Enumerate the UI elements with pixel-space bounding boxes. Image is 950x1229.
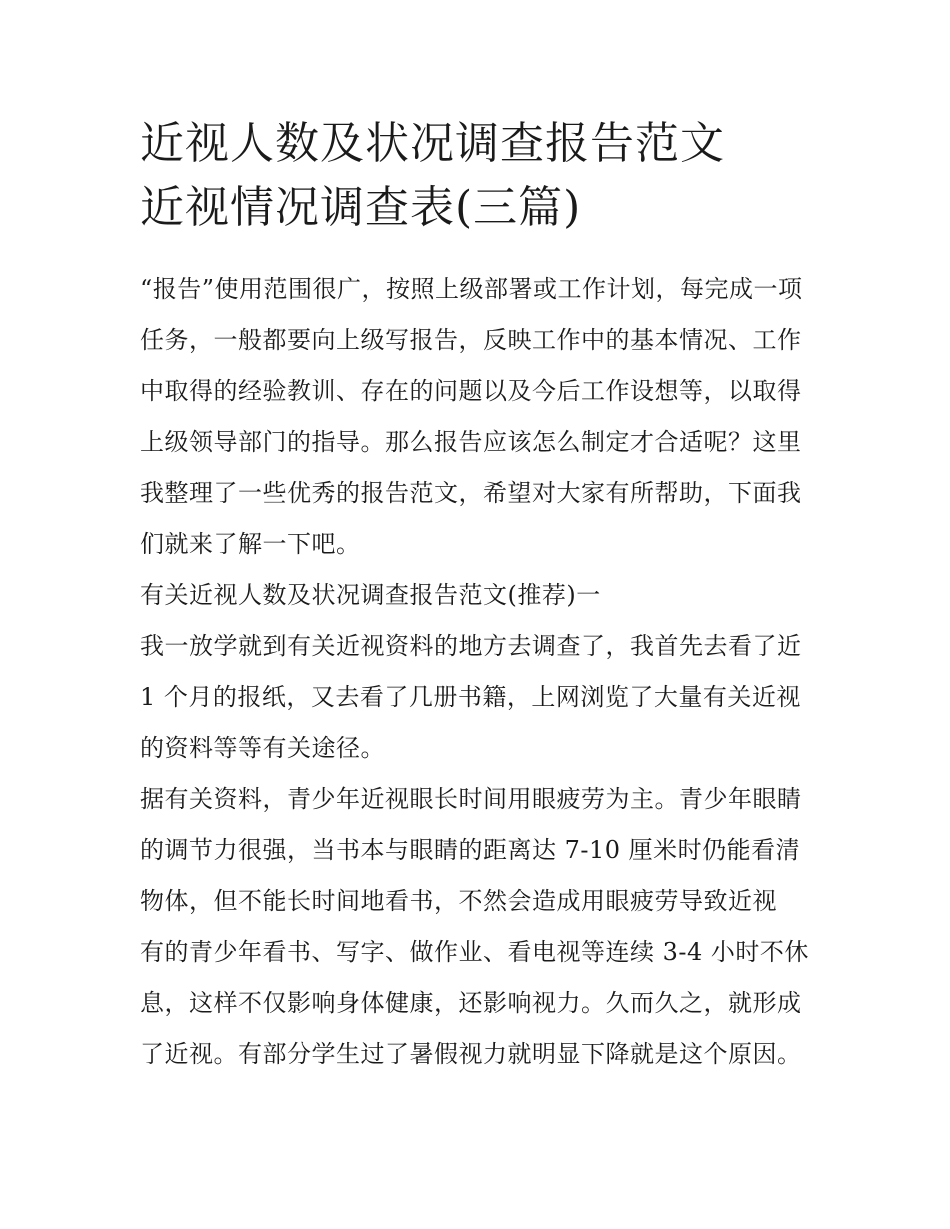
intro-line-1: “报告”使用范围很广，按照上级部署或工作计划，每完成一项	[140, 275, 803, 303]
intro-line-6: 们就来了解一下吧。	[140, 530, 361, 558]
paragraph-2-line-2: 的调节力很强，当书本与眼睛的距离达 7-10 厘米时仍能看清	[140, 836, 801, 864]
title-line-1: 近视人数及状况调查报告范文	[140, 118, 725, 169]
paragraph-2-line-5: 息，这样不仅影响身体健康，还影响视力。久而久之，就形成	[140, 989, 802, 1017]
document-body	[140, 264, 820, 1080]
paragraph-1-line-3: 的资料等等有关途径。	[140, 734, 385, 762]
paragraph-1-line-1: 我一放学就到有关近视资料的地方去调查了，我首先去看了近	[140, 632, 802, 660]
intro-line-3: 中取得的经验教训、存在的问题以及今后工作设想等，以取得	[140, 377, 802, 405]
paragraph-1-line-2: 1 个月的报纸，又去看了几册书籍，上网浏览了大量有关近视	[140, 683, 801, 711]
document-title	[140, 112, 820, 240]
paragraph-2-line-4: 有的青少年看书、写字、做作业、看电视等连续 3-4 小时不休	[140, 938, 809, 966]
intro-line-4: 上级领导部门的指导。那么报告应该怎么制定才合适呢？这里	[140, 428, 802, 456]
document-page	[140, 112, 820, 1080]
title-line-2: 近视情况调查表(三篇)	[140, 182, 582, 233]
paragraph-2-line-1: 据有关资料，青少年近视眼长时间用眼疲劳为主。青少年眼睛	[140, 785, 802, 813]
intro-line-5: 我整理了一些优秀的报告范文，希望对大家有所帮助，下面我	[140, 479, 802, 507]
paragraph-2-line-3: 物体，但不能长时间地看书，不然会造成用眼疲劳导致近视	[140, 887, 777, 915]
paragraph-2-line-6: 了近视。有部分学生过了暑假视力就明显下降就是这个原因。	[140, 1040, 802, 1068]
intro-line-2: 任务，一般都要向上级写报告，反映工作中的基本情况、工作	[140, 326, 802, 354]
section-heading: 有关近视人数及状况调查报告范文(推荐)一	[140, 581, 601, 609]
